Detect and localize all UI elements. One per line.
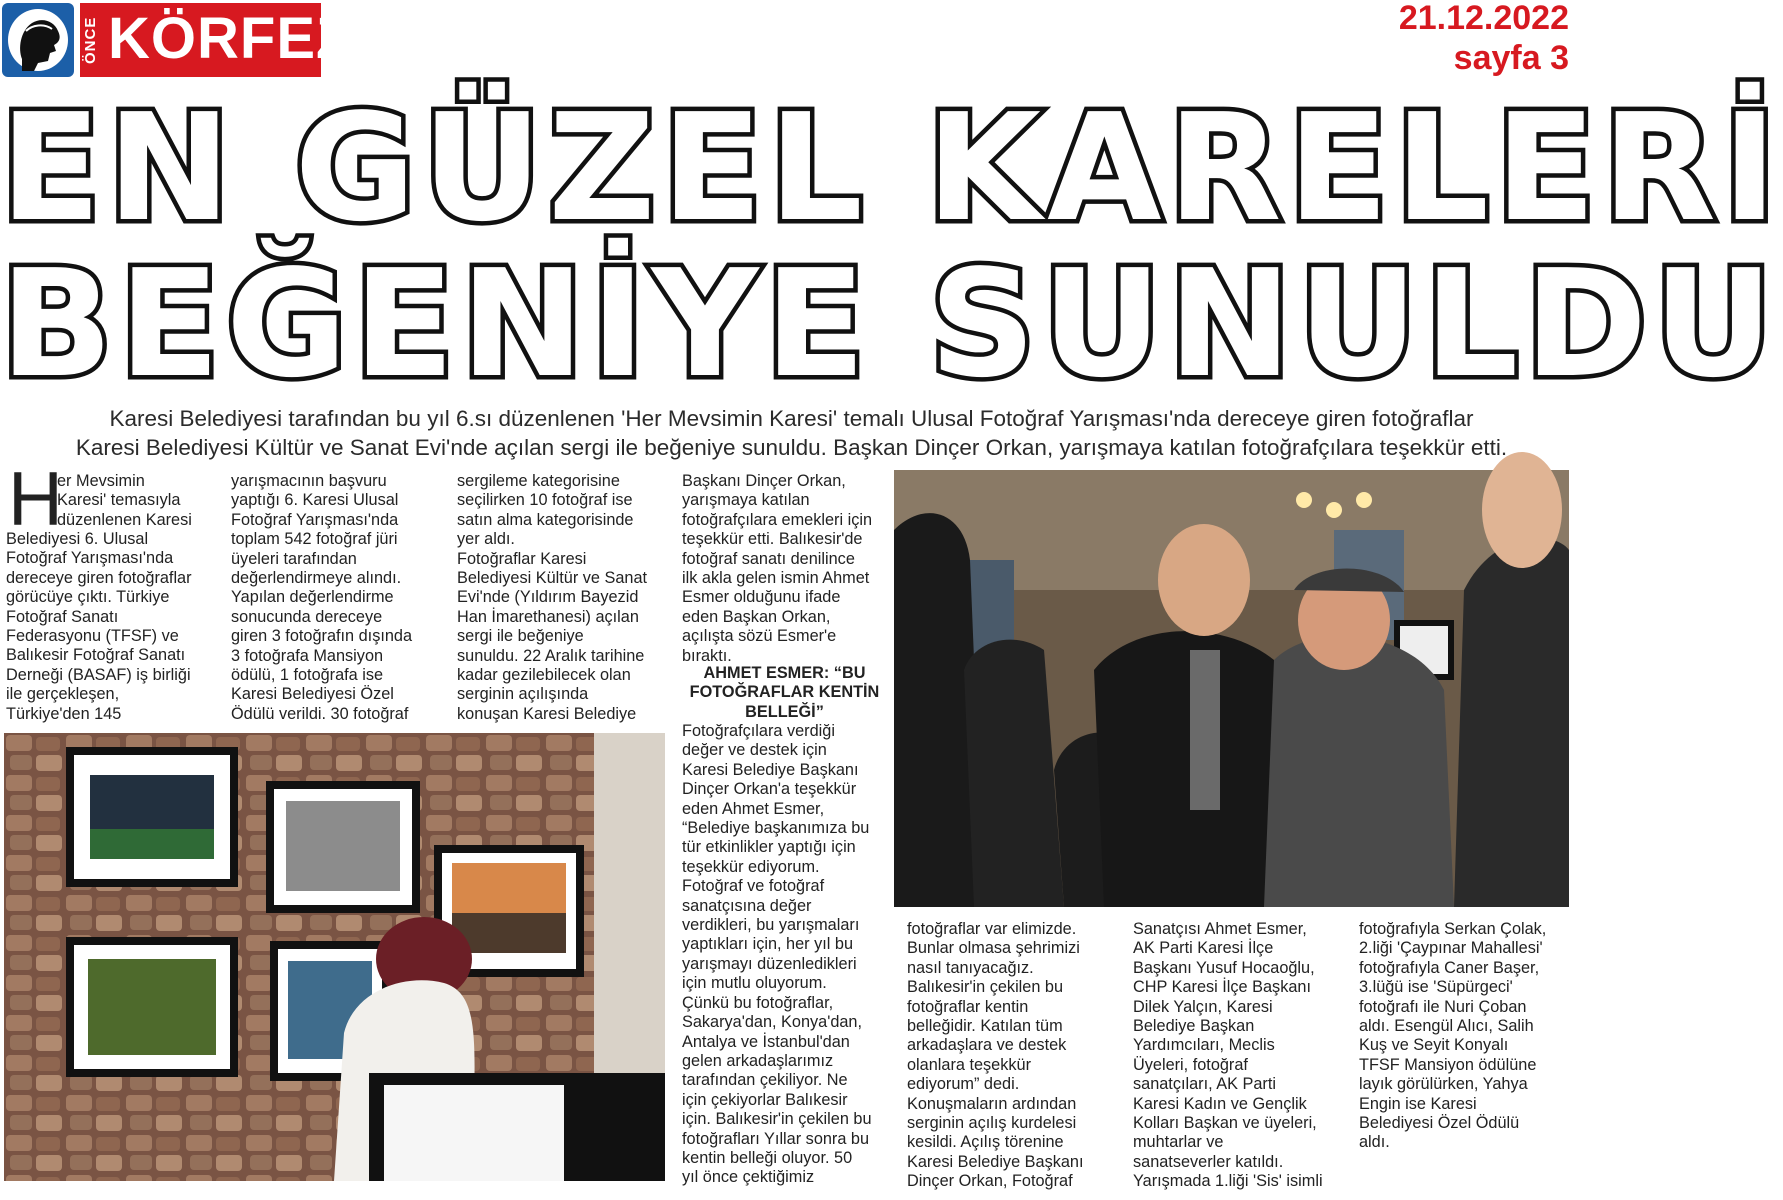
spot-line-2: Karesi Belediyesi Kültür ve Sanat Evi'nde açılan sergi ile beğeniye sunuldu. Başkan Dinçer Orkan, yarışmaya katılan fotoğrafçılara teşekkür etti. [75, 435, 1508, 460]
article-column-5: Fotoğrafçılara verdiği değer ve destek için Karesi Belediye Başkanı Dinçer Orkan'a teşekkür eden Ahmet Esmer, “Belediye başkanımıza bu tür etkinlikler yaptığı için teşekkür ediyorum. Fotoğraf ve fotoğraf sanatçısına değer verdikleri, bu yarışmaları yaptıkları için, her yıl bu yarışmayı düzenledikleri için mutlu oluyorum. Çünkü bu fotoğraflar, Sakarya'dan, Konya'dan, Antalya ve İstanbul'dan gelen arkadaşlarımız tarafından çekiliyor. Ne için çekiyorlar Balıkesir için. Balıkesir'in çekilen bu fotoğrafları Yıllar sonra bu kentin belleği oluyor. 50 yıl önce çektiğimiz [682, 722, 872, 1187]
headline-line-2: BEĞENİYE SUNULDU [0, 238, 1780, 410]
profile-silhouette-icon [8, 9, 68, 71]
spot-text [0, 404, 1583, 462]
logo-name: KÖRFEZ [108, 6, 353, 71]
article-column-1: Belediyesi 6. Ulusal Fotoğraf Yarışması'nda dereceye giren fotoğraflar görücüye çıktı. Türkiye Fotoğraf Sanatı Federasyonu (TFSF) ve Balıkesir Fotoğraf Sanatı Derneği (BASAF) iş birliği ile gerçekleşen, Türkiye'den 145 [6, 530, 192, 723]
article-column-4: Başkanı Dinçer Orkan, yarışmaya katılan fotoğrafçılara emekleri için teşekkür etti. Balıkesir'de fotoğraf sanatı denilince ilk akla gelen ismin Ahmet Esmer olduğunu ifade eden Başkan Orkan, açılışta sözü Esmer'e bıraktı. [682, 472, 873, 665]
issue-date: 21.12.2022 [1398, 0, 1569, 37]
newspaper-logo [80, 3, 353, 77]
drop-cap: H [8, 457, 63, 542]
page-number: sayfa 3 [1453, 39, 1569, 77]
spot-line-1: Karesi Belediyesi tarafından bu yıl 6.sı düzenlenen 'Her Mevsimin Karesi' temalı Ulusal Fotoğraf Yarışması'nda dereceye giren fotoğraflar [109, 406, 1474, 431]
opening-ceremony-photo [894, 470, 1569, 907]
headline-line-1: EN GÜZEL KARELERİ [0, 82, 1783, 254]
article-column-3: sergileme kategorisine seçilirken 10 fotoğraf ise satın alma kategorisinde yer aldı. Fotoğraflar Karesi Belediyesi Kültür ve Sanat Evi'nde (Yıldırım Bayezid Han İmarethanesi) açılan sergi ile beğeniye sunuldu. 22 Aralık tarihine kadar gezilebilecek olan serginin açılışında konuşan Karesi Belediye [457, 472, 648, 723]
article-column-7: Sanatçısı Ahmet Esmer, AK Parti Karesi İlçe Başkanı Yusuf Hocaoğlu, CHP Karesi İlçe Başkanı Dilek Yalçın, Karesi Belediye Başkan Yardımcıları, Meclis Üyeleri, fotoğraf sanatçıları, AK Parti Karesi Kadın ve Gençlik Kolları Başkan ve üyeleri, muhtarlar ve sanatseverler katıldı. Yarışmada 1.liği 'Sis' isimli [1133, 920, 1323, 1191]
logo-emblem [2, 3, 74, 77]
article-column-1-intro: er Mevsimin Karesi' temasıyla düzenlenen Karesi [57, 472, 192, 529]
article-subheading: AHMET ESMER: “BU FOTOĞRAFLAR KENTİN BELLEĞİ” [689, 664, 880, 721]
article-column-2: yarışmacının başvuru yaptığı 6. Karesi Ulusal Fotoğraf Yarışması'nda toplam 542 fotoğraf jüri üyeleri tarafından değerlendirmeye alındı. Yapılan değerlendirme sonucunda dereceye giren 3 fotoğrafın dışında 3 fotoğrafa Mansiyon ödülü, 1 fotoğrafa ise Karesi Belediyesi Özel Ödülü verildi. 30 fotoğraf [231, 472, 413, 723]
exhibition-photo [4, 733, 665, 1181]
logo-prefix: ÖNCE [82, 16, 99, 64]
article-column-6: fotoğraflar var elimizde. Bunlar olmasa şehrimizi nasıl tanıyacağız. Balıkesir'in çekilen bu fotoğraflar kentin belleğidir. Katılan tüm arkadaşlara ve destek olanlara teşekkür ediyorum” dedi. Konuşmaların ardından serginin açılış kurdelesi kesildi. Açılış törenine Karesi Belediye Başkanı Dinçer Orkan, Fotoğraf [907, 920, 1084, 1191]
article-column-8: fotoğrafıyla Serkan Çolak, 2.liği 'Çaypınar Mahallesi' fotoğrafıyla Caner Başer, 3.lüğü ise 'Süpürgeci' fotoğrafı ile Nuri Çoban aldı. Esengül Alıcı, Salih Kuş ve Seyit Konyalı TFSF Mansiyon ödülüne layık görülürken, Yahya Engin ise Karesi Belediyesi Özel Ödülü aldı. [1359, 920, 1547, 1152]
